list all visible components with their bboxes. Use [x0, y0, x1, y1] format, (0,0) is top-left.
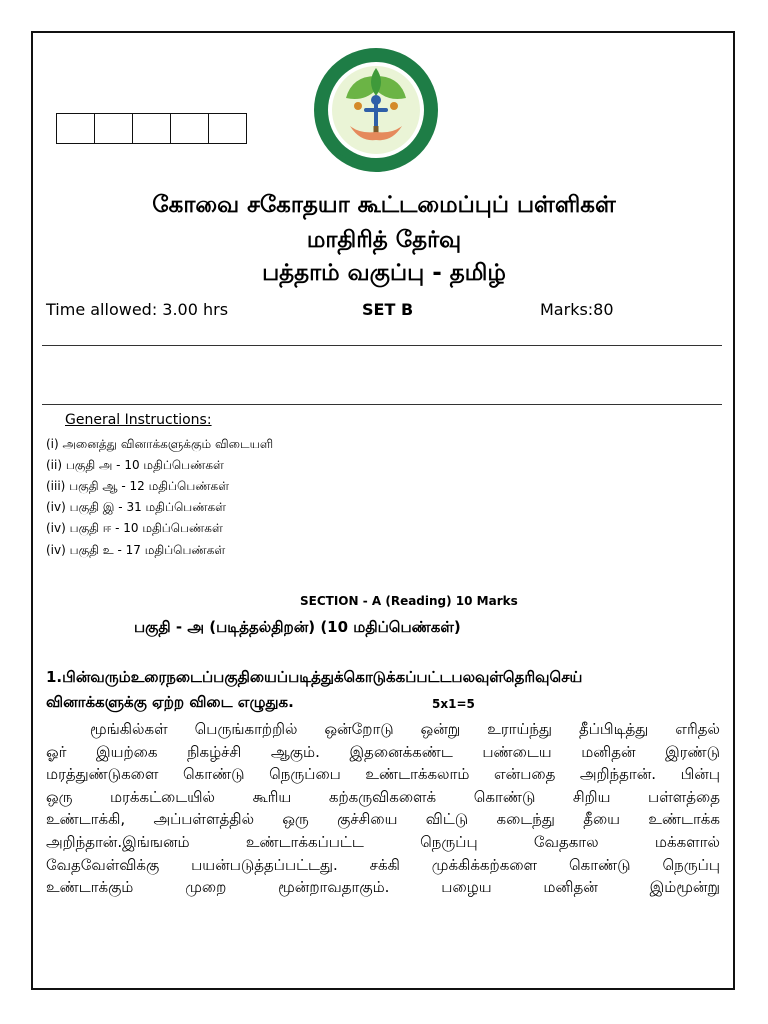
roll-box[interactable]	[208, 113, 247, 144]
question-1-marks: 5x1=5	[432, 697, 475, 711]
set-label: SET B	[362, 300, 414, 319]
instruction-item	[46, 437, 273, 453]
instruction-item	[46, 500, 226, 516]
roll-box[interactable]	[132, 113, 171, 144]
instruction-text: பகுதி உ - 17 மதிப்பெண்கள்	[69, 543, 226, 557]
roll-box[interactable]	[56, 113, 95, 144]
reading-passage	[46, 718, 720, 899]
instruction-number: (iv)	[46, 500, 66, 514]
instruction-text: பகுதி ஆ - 12 மதிப்பெண்கள்	[69, 479, 230, 493]
instruction-text: பகுதி அ - 10 மதிப்பெண்கள்	[65, 458, 224, 472]
passage-line: வேதவேள்விக்கு பயன்படுத்தப்பட்டது. சக்கி முக்கிக்கற்களை கொண்டு நெருப்பு	[46, 855, 720, 874]
passage-line: ஓர் இயற்கை நிகழ்ச்சி ஆகும். இதனைக்கண்ட பண்டைய மனிதன் இரண்டு	[46, 742, 720, 761]
roll-box[interactable]	[94, 113, 133, 144]
school-complex-logo	[312, 46, 440, 174]
passage-line: அறிந்தான்.இங்ஙனம் உண்டாக்கப்பட்ட நெருப்பு வேதகால மக்களால்	[46, 832, 720, 851]
class-subject-title: பத்தாம் வகுப்பு - தமிழ்	[262, 260, 506, 286]
passage-line: மரத்துண்டுகளை கொண்டு நெருப்பை உண்டாக்கலாம் என்பதை அறிந்தான். பின்பு	[46, 765, 720, 784]
question-1-line1: 1.பின்வரும்உரைநடைப்பகுதியைப்படித்துக்கொடுக்கப்பட்டபலவுள்தெரிவுசெய்	[46, 668, 583, 686]
roll-number-boxes[interactable]	[57, 113, 247, 144]
instruction-number: (iii)	[46, 479, 66, 493]
instruction-text: பகுதி இ - 31 மதிப்பெண்கள்	[69, 500, 226, 514]
total-marks: Marks:80	[540, 300, 614, 319]
instruction-item	[46, 458, 224, 474]
passage-line: ஒரு மரக்கட்டையில் கூரிய கற்கருவிகளைக் கொண்டு சிறிய பள்ளத்தை	[46, 787, 720, 806]
section-heading: SECTION - A (Reading) 10 Marks	[300, 594, 518, 608]
instruction-number: (iv)	[46, 543, 66, 557]
divider	[42, 345, 722, 346]
passage-line: உண்டாக்கி, அப்பள்ளத்தில் ஒரு குச்சியை விட்டு கடைந்து தீயை உண்டாக்க	[46, 810, 720, 829]
instruction-item	[46, 521, 223, 537]
question-1-line2: வினாக்களுக்கு ஏற்ற விடை எழுதுக.	[46, 693, 294, 711]
passage-line: உண்டாக்கும் முறை மூன்றாவதாகும். பழைய மனிதன் இம்மூன்று	[46, 878, 720, 897]
school-title: கோவை சகோதயா கூட்டமைப்புப் பள்ளிகள்	[152, 192, 616, 218]
passage-line: மூங்கில்கள் பெருங்காற்றில் ஒன்றோடு ஒன்று உராய்ந்து தீப்பிடித்து எரிதல்	[90, 720, 720, 738]
part-title: பகுதி - அ (படித்தல்திறன்) (10 மதிப்பெண்கள்)	[134, 618, 461, 636]
roll-box[interactable]	[170, 113, 209, 144]
instruction-number: (ii)	[46, 458, 63, 472]
instruction-item	[46, 543, 225, 559]
instruction-text: பகுதி ஈ - 10 மதிப்பெண்கள்	[69, 521, 223, 535]
instructions-heading: General Instructions:	[65, 412, 212, 428]
instruction-number: (i)	[46, 437, 59, 451]
instruction-text: அனைத்து வினாக்களுக்கும் விடையளி	[62, 437, 274, 451]
instruction-number: (iv)	[46, 521, 66, 535]
instruction-item	[46, 479, 229, 495]
exam-title: மாதிரித் தேர்வு	[306, 227, 462, 253]
time-allowed: Time allowed: 3.00 hrs	[46, 300, 229, 319]
divider	[42, 404, 722, 405]
